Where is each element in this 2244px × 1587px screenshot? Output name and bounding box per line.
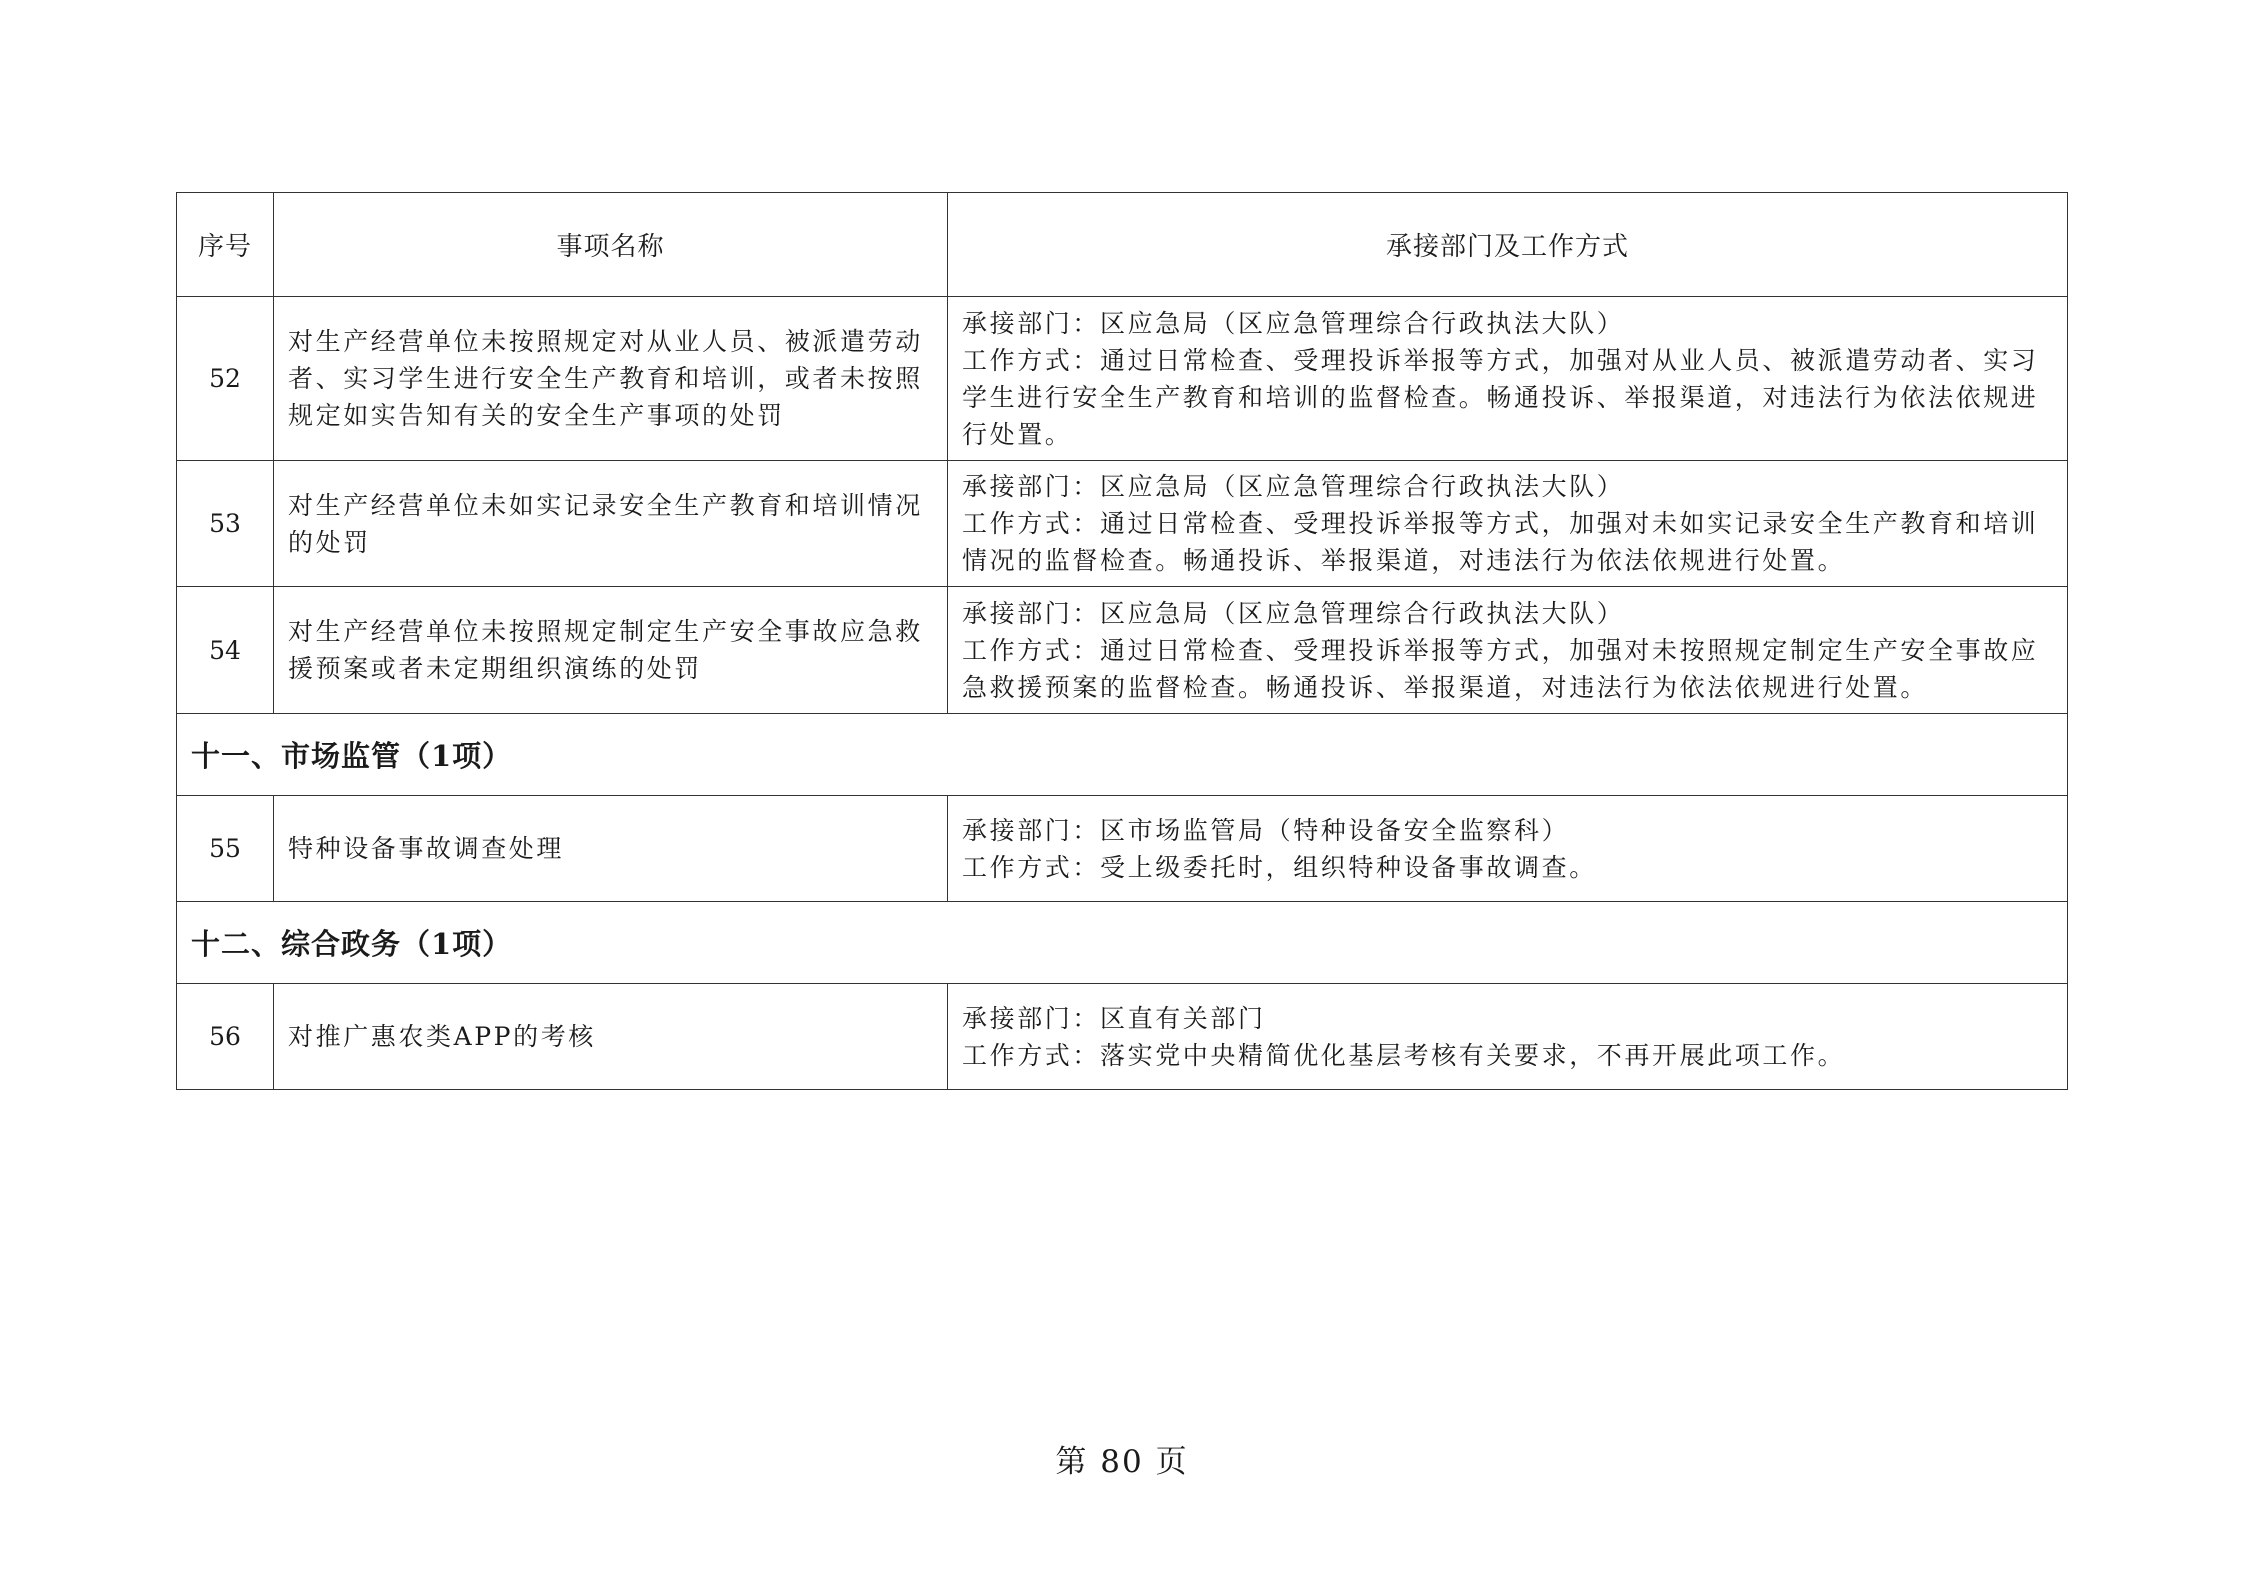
section-heading-row: [177, 714, 2068, 796]
dept-and-method: [948, 984, 2068, 1090]
table-row: [177, 587, 2068, 714]
header-name: 事项名称: [274, 193, 948, 297]
matter-name: 对生产经营单位未如实记录安全生产教育和培训情况的处罚: [274, 461, 948, 587]
row-number: 53: [177, 461, 274, 587]
table-row: [177, 297, 2068, 461]
dept-and-method: [948, 587, 2068, 714]
work-method: 工作方式：落实党中央精简优化基层考核有关要求，不再开展此项工作。: [962, 1040, 1846, 1070]
matter-name: 对生产经营单位未按照规定对从业人员、被派遣劳动者、实习学生进行安全生产教育和培训，或者未按照规定如实告知有关的安全生产事项的处罚: [274, 297, 948, 461]
undertaking-dept: 承接部门：区应急局（区应急管理综合行政执法大队）: [962, 308, 1625, 338]
matters-table: [176, 192, 2068, 1090]
table-row: [177, 461, 2068, 587]
section-heading-row: [177, 902, 2068, 984]
page-number: 第 80 页: [1055, 1444, 1189, 1480]
header-dept: 承接部门及工作方式: [948, 193, 2068, 297]
undertaking-dept: 承接部门：区市场监管局（特种设备安全监察科）: [962, 815, 1570, 845]
matter-name: 特种设备事故调查处理: [274, 796, 948, 902]
work-method: 工作方式：受上级委托时，组织特种设备事故调查。: [962, 852, 1597, 882]
table-header-row: [177, 193, 2068, 297]
undertaking-dept: 承接部门：区应急局（区应急管理综合行政执法大队）: [962, 598, 1625, 628]
row-number: 52: [177, 297, 274, 461]
row-number: 55: [177, 796, 274, 902]
work-method: 工作方式：通过日常检查、受理投诉举报等方式，加强对从业人员、被派遣劳动者、实习学生进行安全生产教育和培训的监督检查。畅通投诉、举报渠道，对违法行为依法依规进行处置。: [962, 345, 2039, 449]
dept-and-method: [948, 796, 2068, 902]
row-number: 56: [177, 984, 274, 1090]
dept-and-method: [948, 297, 2068, 461]
table-row: [177, 796, 2068, 902]
work-method: 工作方式：通过日常检查、受理投诉举报等方式，加强对未如实记录安全生产教育和培训情况的监督检查。畅通投诉、举报渠道，对违法行为依法依规进行处置。: [962, 509, 2039, 575]
header-no: 序号: [177, 193, 274, 297]
section-heading-government: 十二、综合政务（1项）: [177, 902, 2068, 984]
table-row: [177, 984, 2068, 1090]
row-number: 54: [177, 587, 274, 714]
matter-name: 对推广惠农类APP的考核: [274, 984, 948, 1090]
matter-name: 对生产经营单位未按照规定制定生产安全事故应急救援预案或者未定期组织演练的处罚: [274, 587, 948, 714]
undertaking-dept: 承接部门：区直有关部门: [962, 1003, 1266, 1033]
undertaking-dept: 承接部门：区应急局（区应急管理综合行政执法大队）: [962, 472, 1625, 501]
work-method: 工作方式：通过日常检查、受理投诉举报等方式，加强对未按照规定制定生产安全事故应急救援预案的监督检查。畅通投诉、举报渠道，对违法行为依法依规进行处置。: [962, 635, 2039, 702]
dept-and-method: [948, 461, 2068, 587]
section-heading-market: 十一、市场监管（1项）: [177, 714, 2068, 796]
